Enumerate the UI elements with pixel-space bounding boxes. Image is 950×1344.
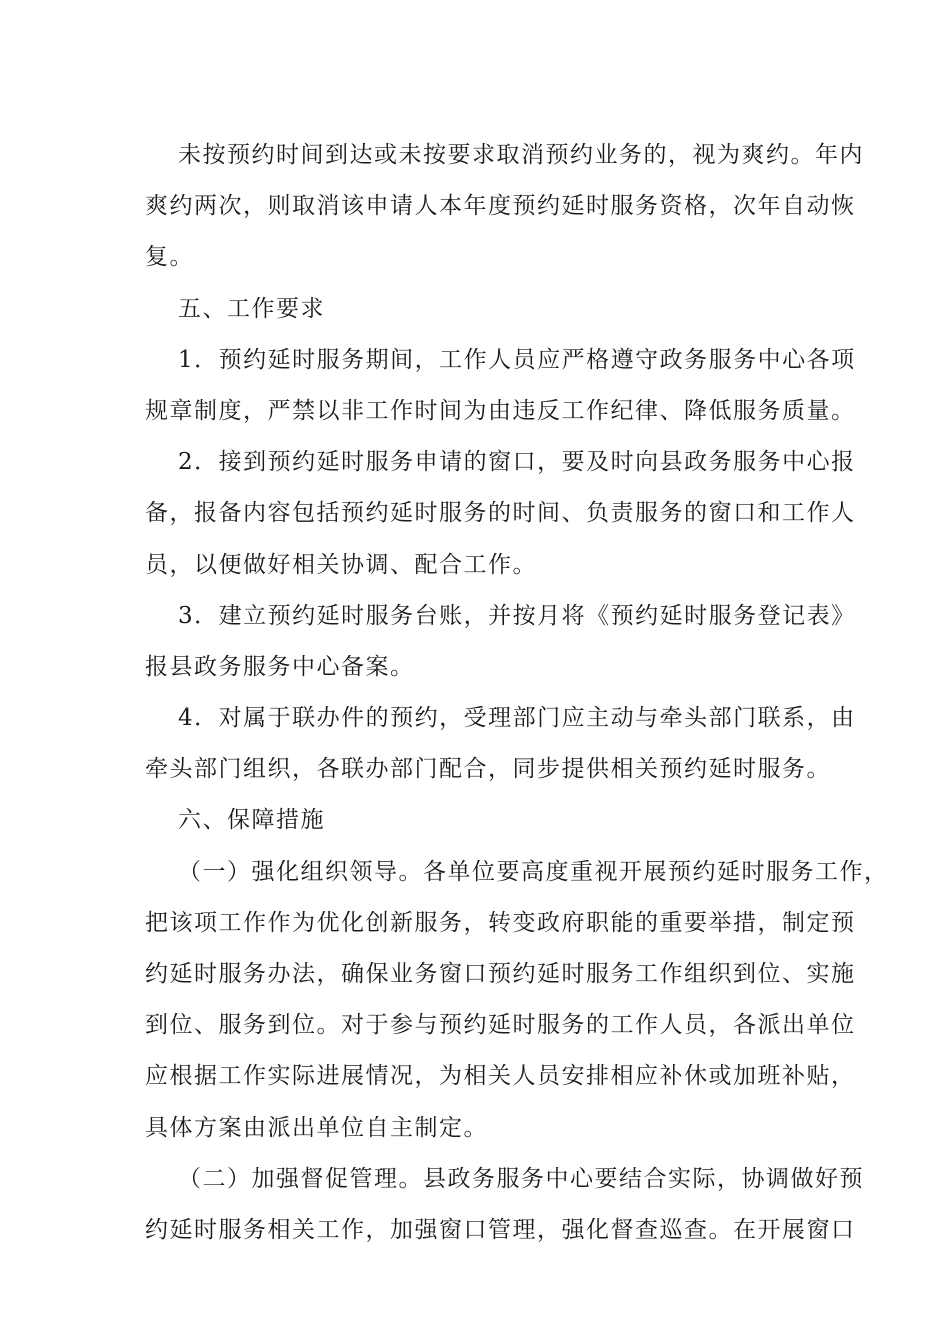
text-line: 1．预约延时服务期间，工作人员应严格遵守政务服务中心各项 (178, 346, 856, 373)
text-line: 复。 (145, 244, 194, 271)
section-heading: 五、工作要求 (178, 295, 325, 322)
text-line: 应根据工作实际进展情况，为相关人员安排相应补休或加班补贴， (145, 1063, 856, 1090)
text-line: （二）加强督促管理。县政务服务中心要结合实际，协调做好预 (178, 1165, 864, 1192)
text-line: 4．对属于联办件的预约，受理部门应主动与牵头部门联系，由 (178, 705, 856, 732)
text-line: 爽约两次，则取消该申请人本年度预约延时服务资格，次年自动恢 (145, 193, 856, 220)
text-line: 把该项工作作为优化创新服务，转变政府职能的重要举措，制定预 (145, 909, 856, 936)
text-line: （一）强化组织领导。各单位要高度重视开展预约延时服务工作， (178, 858, 889, 885)
document-body (145, 130, 889, 1256)
section-heading: 六、保障措施 (178, 807, 325, 834)
text-line: 备，报备内容包括预约延时服务的时间、负责服务的窗口和工作人 (145, 500, 856, 527)
text-line: 约延时服务办法，确保业务窗口预约延时服务工作组织到位、实施 (145, 961, 856, 987)
text-line: 3．建立预约延时服务台账，并按月将《预约延时服务登记表》 (178, 602, 856, 629)
text-line: 牵头部门组织，各联办部门配合，同步提供相关预约延时服务。 (145, 756, 831, 783)
text-line: 2．接到预约延时服务申请的窗口，要及时向县政务服务中心报 (178, 449, 856, 476)
text-line: 员，以便做好相关协调、配合工作。 (145, 551, 537, 578)
text-line: 到位、服务到位。对于参与预约延时服务的工作人员，各派出单位 (145, 1012, 856, 1039)
text-line: 报县政务服务中心备案。 (145, 653, 415, 680)
text-line: 规章制度，严禁以非工作时间为由违反工作纪律、降低服务质量。 (145, 397, 856, 424)
text-line: 未按预约时间到达或未按要求取消预约业务的，视为爽约。年内 (178, 142, 864, 168)
text-line: 具体方案由派出单位自主制定。 (145, 1114, 488, 1141)
text-line: 约延时服务相关工作，加强窗口管理，强化督查巡查。在开展窗口 (145, 1216, 856, 1243)
